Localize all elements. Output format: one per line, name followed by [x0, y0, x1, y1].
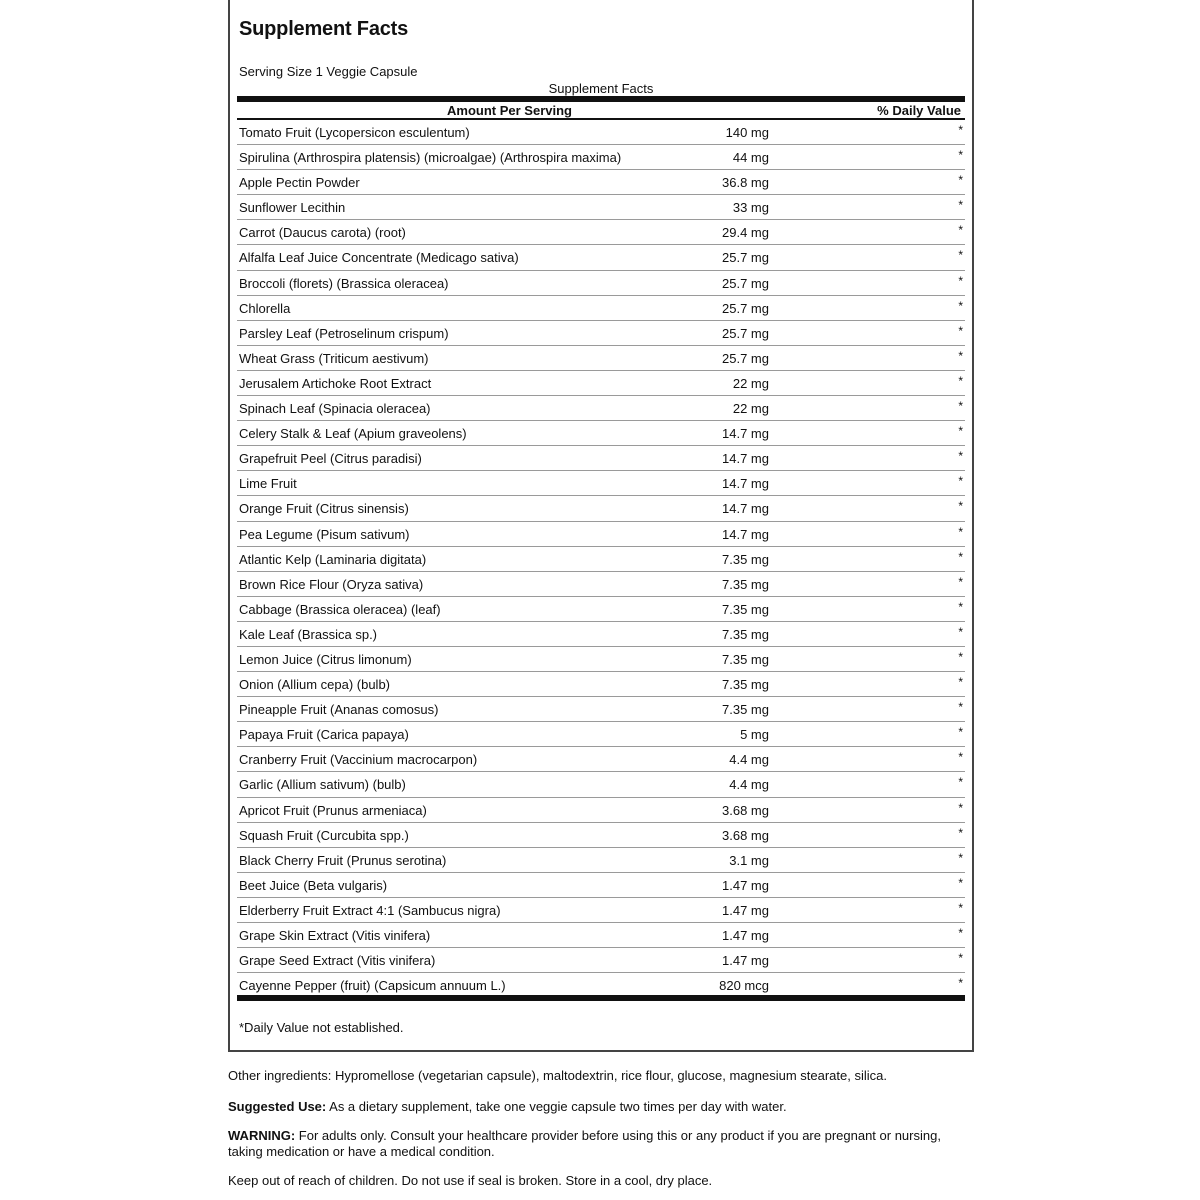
ingredient-name: Jerusalem Artichoke Root Extract [239, 375, 432, 391]
ingredient-daily-value: * [958, 549, 963, 564]
ingredient-amount: 4.4 mg [729, 752, 769, 768]
ingredient-amount: 1.47 mg [722, 928, 769, 943]
ingredient-amount: 7.35 mg [722, 677, 769, 693]
table-row [237, 471, 965, 496]
ingredient-name: Chlorella [239, 300, 291, 316]
ingredient-daily-value: * [958, 198, 963, 213]
ingredient-name: Apricot Fruit (Prunus armeniaca) [239, 802, 427, 818]
ingredient-name: Sunflower Lecithin [239, 200, 346, 216]
table-row [237, 572, 965, 597]
ingredient-amount: 7.35 mg [722, 626, 769, 642]
table-row [237, 647, 965, 672]
ingredient-name: Onion (Allium cepa) (bulb) [239, 677, 391, 693]
ingredient-name: Celery Stalk & Leaf (Apium graveolens) [239, 426, 467, 442]
panel-title: Supplement Facts [239, 18, 409, 40]
ingredient-amount: 22 mg [732, 375, 769, 391]
ingredient-amount: 25.7 mg [722, 250, 769, 266]
warning-text: For adults only. Consult your healthcare provider before using this or any product if you are pregnant or nursing, taking medication or have a medical condition. [228, 1128, 941, 1159]
ingredient-amount: 140 mg [725, 125, 769, 140]
ingredient-amount: 5 mg [740, 727, 769, 743]
ingredient-amount: 1.47 mg [722, 953, 769, 969]
other-ingredients-label: Other ingredients: [228, 1068, 332, 1083]
table-row [237, 672, 965, 697]
ingredient-name: Lemon Juice (Citrus limonum) [239, 651, 412, 667]
ingredient-name: Tomato Fruit (Lycopersicon esculentum) [239, 125, 470, 140]
other-ingredients-text: Hypromellose (vegetarian capsule), maltodextrin, rice flour, glucose, magnesium stearate, silica. [331, 1068, 887, 1083]
ingredient-amount: 4.4 mg [729, 777, 769, 793]
table-row [237, 346, 965, 371]
table-row [237, 321, 965, 346]
ingredient-daily-value: * [958, 976, 963, 991]
ingredient-amount: 29.4 mg [722, 225, 769, 241]
ingredient-daily-value: * [958, 599, 963, 614]
table-row [237, 145, 965, 170]
supplement-facts-panel [228, 0, 974, 1052]
ingredient-name: Atlantic Kelp (Laminaria digitata) [239, 551, 427, 567]
ingredient-daily-value: * [958, 323, 963, 338]
ingredient-name: Spirulina (Arthrospira platensis) (microalgae) (Arthrospira maxima) [239, 150, 622, 166]
other-ingredients [228, 1068, 968, 1084]
ingredient-daily-value: * [958, 474, 963, 489]
ingredient-name: Garlic (Allium sativum) (bulb) [239, 777, 406, 793]
ingredient-name: Carrot (Daucus carota) (root) [239, 225, 406, 241]
ingredient-name: Brown Rice Flour (Oryza sativa) [239, 576, 424, 592]
ingredient-name: Parsley Leaf (Petroselinum crispum) [239, 325, 449, 341]
ingredient-name: Beet Juice (Beta vulgaris) [239, 877, 388, 893]
ingredient-amount: 1.47 mg [722, 902, 769, 918]
ingredient-name: Grape Skin Extract (Vitis vinifera) [239, 928, 431, 943]
ingredient-daily-value: * [958, 574, 963, 589]
ingredient-daily-value: * [958, 348, 963, 363]
ingredient-name: Papaya Fruit (Carica papaya) [239, 727, 409, 743]
table-row [237, 948, 965, 973]
ingredient-name: Alfalfa Leaf Juice Concentrate (Medicago sativa) [239, 250, 519, 266]
ingredient-daily-value: * [958, 725, 963, 740]
daily-value-footnote: *Daily Value not established. [239, 1020, 404, 1035]
ingredient-amount: 7.35 mg [722, 702, 769, 718]
ingredient-daily-value: * [958, 624, 963, 639]
table-caption: Supplement Facts [548, 81, 654, 96]
ingredient-amount: 7.35 mg [722, 551, 769, 567]
table-row [237, 271, 965, 296]
ingredient-name: Orange Fruit (Citrus sinensis) [239, 501, 409, 517]
ingredient-amount: 33 mg [732, 200, 769, 216]
ingredient-amount: 14.7 mg [722, 451, 769, 467]
ingredient-name: Pea Legume (Pisum sativum) [239, 526, 410, 542]
ingredient-list [237, 120, 965, 998]
serving-size: Serving Size 1 Veggie Capsule [239, 64, 418, 79]
table-row [237, 697, 965, 722]
ingredient-daily-value: * [958, 750, 963, 765]
amount-per-serving-header: Amount Per Serving [447, 103, 572, 118]
ingredient-amount: 14.7 mg [722, 476, 769, 492]
ingredient-daily-value: * [958, 825, 963, 840]
suggested-use-text: As a dietary supplement, take one veggie capsule two times per day with water. [326, 1099, 787, 1114]
table-row [237, 898, 965, 923]
table-row [237, 923, 965, 948]
ingredient-daily-value: * [958, 675, 963, 690]
table-row [237, 873, 965, 898]
ingredient-daily-value: * [958, 123, 963, 137]
ingredient-daily-value: * [958, 298, 963, 313]
ingredient-daily-value: * [958, 373, 963, 388]
ingredient-name: Pineapple Fruit (Ananas comosus) [239, 702, 439, 718]
ingredient-daily-value: * [958, 900, 963, 915]
table-row [237, 722, 965, 747]
ingredient-daily-value: * [958, 173, 963, 188]
table-row [237, 220, 965, 245]
table-row [237, 622, 965, 647]
ingredient-daily-value: * [958, 951, 963, 966]
ingredient-daily-value: * [958, 399, 963, 414]
table-row [237, 245, 965, 270]
ingredient-name: Grape Seed Extract (Vitis vinifera) [239, 953, 436, 969]
ingredient-daily-value: * [958, 424, 963, 439]
table-row [237, 421, 965, 446]
daily-value-header: % Daily Value [877, 103, 961, 118]
ingredient-amount: 25.7 mg [722, 350, 769, 366]
ingredient-daily-value: * [958, 248, 963, 263]
ingredient-name: Lime Fruit [239, 476, 297, 492]
ingredient-daily-value: * [958, 148, 963, 163]
ingredient-daily-value: * [958, 926, 963, 940]
ingredient-amount: 7.35 mg [722, 576, 769, 592]
ingredient-daily-value: * [958, 223, 963, 238]
table-row [237, 848, 965, 873]
ingredient-name: Cranberry Fruit (Vaccinium macrocarpon) [239, 752, 478, 768]
ingredient-name: Black Cherry Fruit (Prunus serotina) [239, 852, 447, 868]
ingredient-amount: 7.35 mg [722, 601, 769, 617]
ingredient-daily-value: * [958, 775, 963, 790]
ingredient-name: Grapefruit Peel (Citrus paradisi) [239, 451, 422, 467]
ingredient-daily-value: * [958, 700, 963, 715]
warning [228, 1128, 968, 1160]
table-row [237, 747, 965, 772]
ingredient-amount: 3.68 mg [722, 827, 769, 843]
table-row [237, 446, 965, 471]
ingredient-name: Broccoli (florets) (Brassica oleracea) [239, 275, 449, 291]
table-row [237, 170, 965, 195]
suggested-use [228, 1099, 968, 1115]
ingredient-daily-value: * [958, 524, 963, 539]
table-row [237, 371, 965, 396]
ingredient-name: Wheat Grass (Triticum aestivum) [239, 350, 429, 366]
ingredient-amount: 25.7 mg [722, 300, 769, 316]
ingredient-name: Apple Pectin Powder [239, 175, 360, 191]
table-row [237, 120, 965, 145]
suggested-use-label: Suggested Use: [228, 1099, 327, 1114]
ingredient-name: Elderberry Fruit Extract 4:1 (Sambucus nigra) [239, 902, 501, 918]
ingredient-amount: 14.7 mg [722, 526, 769, 542]
storage-note: Keep out of reach of children. Do not use if seal is broken. Store in a cool, dry place. [228, 1173, 713, 1188]
warning-label: WARNING: [228, 1128, 296, 1143]
ingredient-amount: 7.35 mg [722, 651, 769, 667]
bottom-rule [237, 995, 965, 1001]
ingredient-amount: 14.7 mg [722, 501, 769, 517]
table-row [237, 396, 965, 421]
ingredient-name: Squash Fruit (Curcubita spp.) [239, 827, 409, 843]
ingredient-amount: 1.47 mg [722, 877, 769, 893]
ingredient-daily-value: * [958, 273, 963, 288]
table-row [237, 296, 965, 321]
table-row [237, 496, 965, 521]
ingredient-name: Cayenne Pepper (fruit) (Capsicum annuum L.) [239, 978, 506, 994]
table-row [237, 772, 965, 797]
ingredient-amount: 25.7 mg [722, 325, 769, 341]
ingredient-amount: 820 mcg [719, 978, 769, 994]
ingredient-amount: 25.7 mg [722, 275, 769, 291]
ingredient-daily-value: * [958, 800, 963, 815]
ingredient-daily-value: * [958, 449, 963, 464]
ingredient-amount: 14.7 mg [722, 426, 769, 442]
table-header [237, 102, 965, 120]
ingredient-daily-value: * [958, 875, 963, 890]
ingredient-amount: 3.1 mg [729, 852, 769, 868]
ingredient-name: Spinach Leaf (Spinacia oleracea) [239, 401, 431, 417]
ingredient-daily-value: * [958, 649, 963, 664]
ingredient-amount: 36.8 mg [722, 175, 769, 191]
table-row [237, 195, 965, 220]
ingredient-daily-value: * [958, 499, 963, 514]
ingredient-amount: 44 mg [732, 150, 769, 166]
ingredient-name: Kale Leaf (Brassica sp.) [239, 626, 378, 642]
ingredient-amount: 3.68 mg [722, 802, 769, 818]
ingredient-daily-value: * [958, 850, 963, 865]
table-row [237, 798, 965, 823]
table-row [237, 522, 965, 547]
table-row [237, 597, 965, 622]
ingredient-amount: 22 mg [732, 401, 769, 417]
table-row [237, 547, 965, 572]
ingredient-name: Cabbage (Brassica oleracea) (leaf) [239, 601, 441, 617]
table-row [237, 823, 965, 848]
